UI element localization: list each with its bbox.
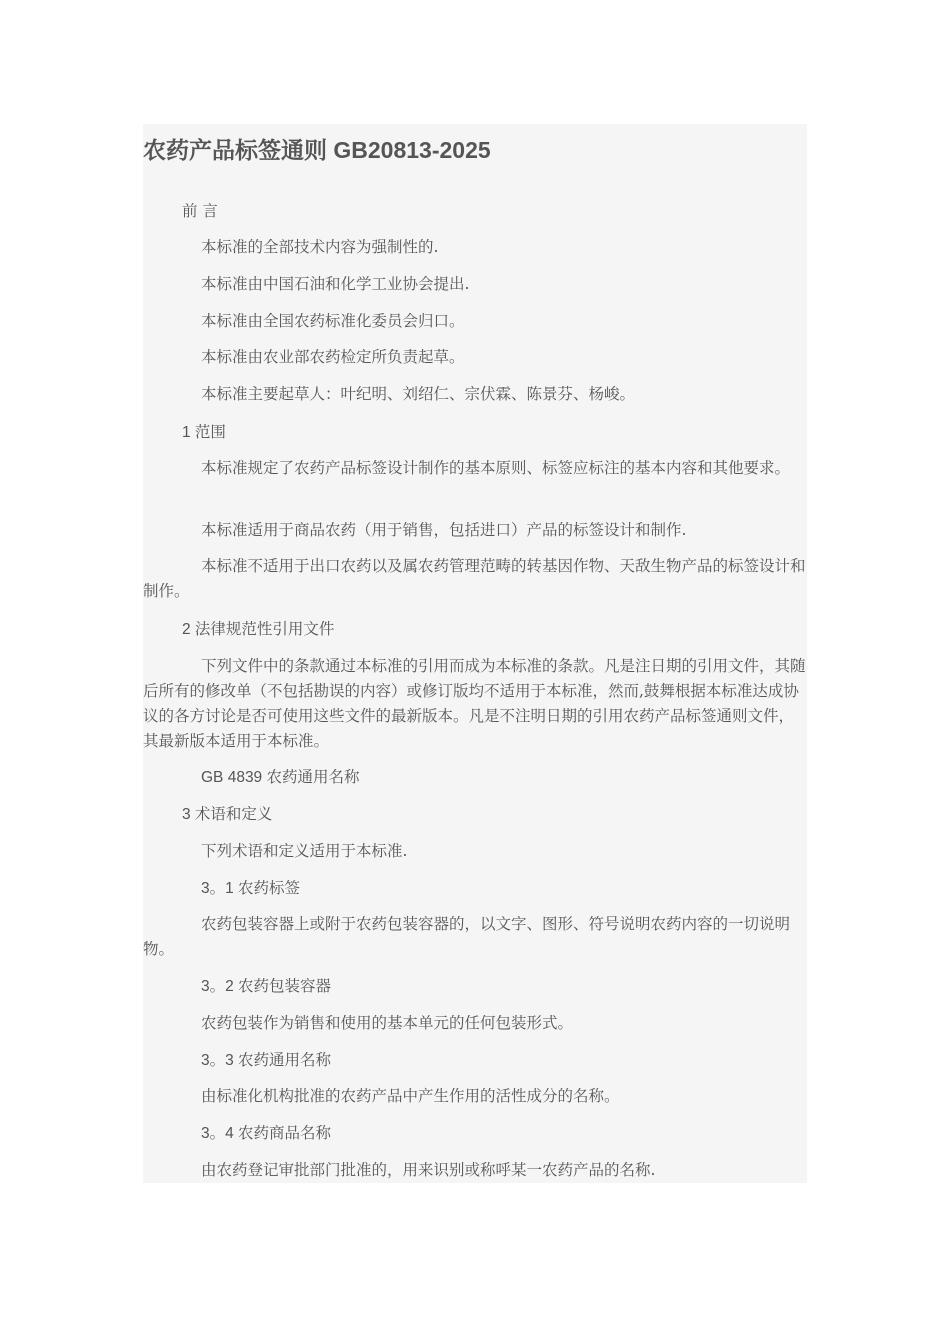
- section-paragraph: 本标准不适用于出口农药以及属农药管理范畴的转基因作物、天敌生物产品的标签设计和制作。: [143, 557, 806, 600]
- term-heading: 3。3 农药通用名称: [201, 1052, 332, 1069]
- term-definition: 农药包装容器上或附于农药包装容器的，以文字、图形、符号说明农药内容的一切说明物。: [143, 915, 791, 958]
- section-paragraph: 本标准适用于商品农药（用于销售，包括进口）产品的标签设计和制作.: [201, 521, 687, 539]
- section-heading: 2 法律规范性引用文件: [182, 621, 335, 638]
- term-definition: 农药包装作为销售和使用的基本单元的任何包装形式。: [201, 1014, 574, 1032]
- term-heading: 3。4 农药商品名称: [201, 1125, 332, 1142]
- foreword-paragraph: 本标准由中国石油和化学工业协会提出.: [201, 275, 470, 293]
- foreword-paragraph: 本标准主要起草人：叶纪明、刘绍仁、宗伏霖、陈景芬、杨峻。: [201, 385, 636, 403]
- section-heading: 1 范围: [182, 424, 226, 441]
- term-definition: 由标准化机构批准的农药产品中产生作用的活性成分的名称。: [201, 1087, 620, 1105]
- document-page: [143, 124, 807, 1183]
- section-heading: 3 术语和定义: [182, 806, 273, 823]
- foreword-heading: 前 言: [182, 202, 218, 220]
- foreword-paragraph: 本标准由农业部农药检定所负责起草。: [201, 348, 465, 366]
- foreword-paragraph: 本标准由全国农药标准化委员会归口。: [201, 312, 465, 330]
- term-heading: 3。2 农药包装容器: [201, 978, 332, 995]
- section-paragraph: 本标准规定了农药产品标签设计制作的基本原则、标签应标注的基本内容和其他要求。: [201, 459, 791, 477]
- term-heading: 3。1 农药标签: [201, 880, 301, 897]
- section-paragraph: 下列术语和定义适用于本标准.: [201, 842, 408, 860]
- document-title: 农药产品标签通则 GB20813-2025: [143, 137, 491, 163]
- foreword-paragraph: 本标准的全部技术内容为强制性的.: [201, 238, 439, 256]
- section-paragraph: 下列文件中的条款通过本标准的引用而成为本标准的条款。凡是注日期的引用文件，其随后所有的修改单（不包括勘误的内容）或修订版均不适用于本标准，然而,鼓舞根据本标准达成协议的各方讨论是否可使用这些文件的最新版本。凡是不注明日期的引用农药产品标签通则文件，其最新版本适用于本标准。: [143, 657, 806, 750]
- reference-item: GB 4839 农药通用名称: [201, 769, 360, 786]
- term-definition: 由农药登记审批部门批准的，用来识别或称呼某一农药产品的名称.: [201, 1161, 656, 1179]
